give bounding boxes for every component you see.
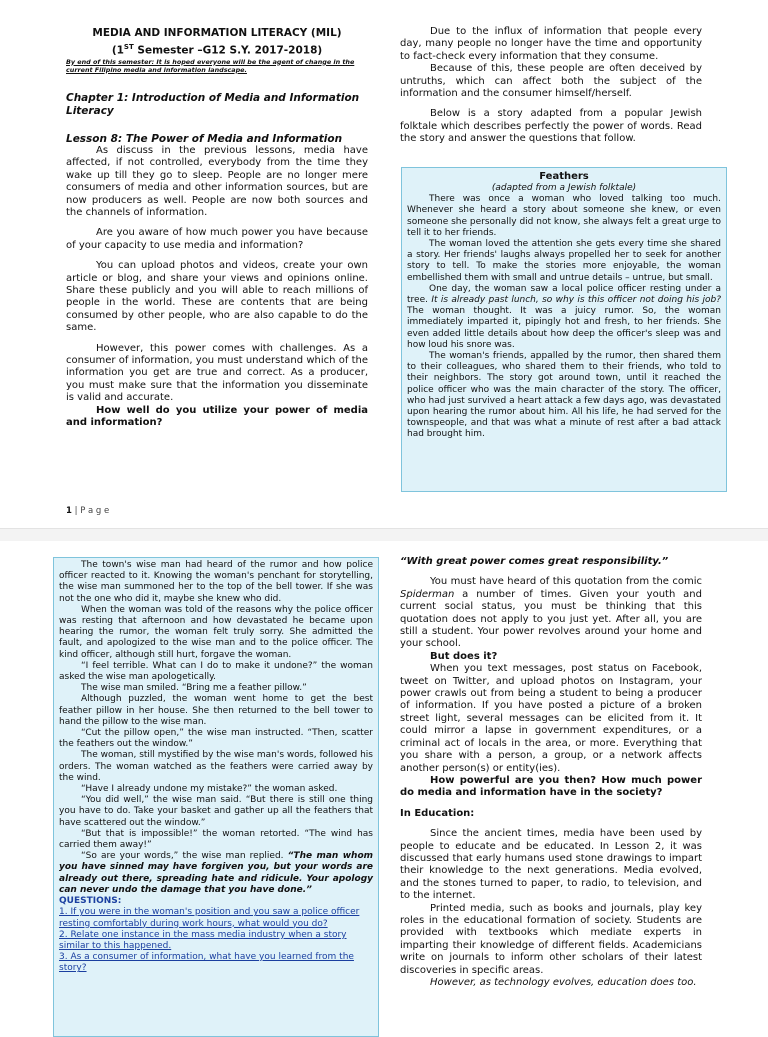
document-goal-note: By end of this semester: It is hoped everyone will be the agent of change in the current Filipino media and information landscape. [66,57,355,74]
story-paragraph: “Cut the pillow open,” the wise man instructed. “Then, scatter the feathers out the window.” [59,728,373,750]
paragraph: Since the ancient times, media have been used by people to educate and be educated. In Lesson 2, it was discussed that early humans used stone drawings to impart their knowledge to the next generations. Media evolved, and the stones turned to paper, to radio, to television, and to the internet. [400,828,702,902]
story-paragraph: The woman, still mystified by the wise man's words, followed his orders. The woman watched as the feathers were carried away by the wind. [59,750,373,783]
page2-right-column [400,556,702,989]
document-semester: (1ST Semester –G12 S.Y. 2017-2018) [111,43,323,57]
paragraph: Due to the influx of information that people every day, many people no longer have the time and opportunity to fact-check every information that they consume. [400,26,702,62]
subheading-question: But does it? [430,650,498,662]
story-paragraph: “I feel terrible. What can I do to make it undone?” the woman asked the wise man apologetically. [59,660,373,683]
paragraph: Are you aware of how much power you have because of your capacity to use media and information? [66,227,368,251]
paragraph: However, as technology evolves, education does too. [430,977,697,988]
story-paragraph: There was once a woman who loved talking too much. Whenever she heard a story about someone she knew, or even someone she personally did not know, she always felt a great urge to tell it to her friends. [407,194,721,238]
story-box [401,167,727,492]
question-item: 3. As a consumer of information, what have you learned from the story? [59,952,354,974]
paragraph: When you text messages, post status on Facebook, tweet on Twitter, and upload photos on Instagram, your power crawls out from being a student to being a producer of information. If you have posted a picture of a broken street light, several messages can be elicited from it. It could mirror a lapse in government expenditures, or a criminal act of locals in the area, or more. Everything that you share with a person, a group, or a network affects another person(s) or entity(ies). [400,663,702,774]
story-paragraph: The wise man smiled. “Bring me a feather pillow.” [81,683,307,694]
story-paragraph: “You did well,” the wise man said. “But there is still one thing you have to do. Take your basket and gather up all the feathers that have scattered out the window.” [59,795,373,828]
story-paragraph: Although puzzled, the woman went home to get the best feather pillow in her house. She then returned to the bell tower to hand the pillow to the wise man. [59,694,373,727]
questions-heading: QUESTIONS: [59,896,122,907]
paragraph: You can upload photos and videos, create your own article or blog, and share your views and opinions online. Share these publicly and you will able to reach millions of people in the world. These are contents that are being consumed by other people, who are also capable to do the same. [66,260,368,334]
story-paragraph: One day, the woman saw a local police officer resting under a tree. It is already past lunch, so why is this officer not doing his job? The woman thought. It was a juicy rumor. So, the woman immediately imparted it, pipingly hot and fresh, to her friends. She even added little details about how deep the officer's sleep was and how loud his snore was. [407,283,721,350]
page1-left-column [66,26,368,429]
page-2 [0,540,768,1024]
reflection-question: How well do you utilize your power of media and information? [66,404,368,429]
document-title: MEDIA AND INFORMATION LITERACY (MIL) [92,27,342,39]
story-paragraph: The woman's friends, appalled by the rumor, then shared them to their colleagues, who shared them to their friends, who told to their neighbors. The story got around town, until it reached the police officer who was the main character of the story. The officer, who had just survived a heart attack a few days ago, was devastated upon hearing the rumor about him. All his life, he had served for the townspeople, and that was what a minute of rest after a bad attack had brought him. [407,351,721,440]
question-item: 2. Relate one instance in the mass media industry when a story similar to this happened. [59,929,347,951]
question-item: 1. If you were in the woman's position and you saw a police officer resting comfortably during work hours, what would you do? [59,907,360,929]
paragraph: Because of this, these people are often deceived by untruths, which can affect both the subject of the information and the consumer himself/herself. [400,63,702,100]
paragraph: However, this power comes with challenges. As a consumer of information, you must understand which of the information you get are true and correct. As a producer, you must make sure that the information you disseminate is valid and accurate. [66,342,368,404]
paragraph: Below is a story adapted from a popular Jewish folktale which describes perfectly the power of words. Read the story and answer the questions that follow. [400,108,702,145]
section-heading-education: In Education: [400,807,475,819]
quote-heading: “With great power comes great responsibility.” [400,556,669,567]
paragraph: You must have heard of this quotation from the comic Spiderman a number of times. Given your youth and current social status, you must be thinking that this quotation does not apply to you just yet. After all, you are still a student. Your power revolves around your home and your school. [400,576,702,650]
story-paragraph: The woman loved the attention she gets every time she shared a story. Her friends' laughs always propelled her to seek for another story to tell. To make the stories more enjoyable, the woman embellished them with small and untrue details – untrue, but small. [407,239,721,283]
page-footer: 1 | P a g e [66,506,110,516]
story-paragraph: “Have I already undone my mistake?” the woman asked. [81,784,338,795]
paragraph: Printed media, such as books and journals, play key roles in the educational formation of society. Students are provided with textbooks which mediate experts in imparting their knowledge of different fields. Academicians write on journals to inform other scholars of their latest discoveries in specific areas. [400,902,702,976]
page1-right-column [400,26,702,146]
story-paragraph: “But that is impossible!” the woman retorted. “The wind has carried them away!” [59,828,373,851]
chapter-heading: Chapter 1: Introduction of Media and Information Literacy [66,91,360,117]
story-paragraph: The town's wise man had heard of the rumor and how police officer reacted to it. Knowing the woman's penchant for storytelling, the wise man summoned her to the top of the bell tower. If she was not the one who did it, maybe she knew who did. [59,560,373,604]
story-title: Feathers [539,171,589,182]
story-subtitle: (adapted from a Jewish folktale) [491,183,637,193]
lesson-heading: Lesson 8: The Power of Media and Information [66,132,343,145]
story-paragraph-moral: “So are your words,” the wise man replied. “The man whom you have sinned may have forgiven you, but your words are already out there, spreading hate and ridicule. Your apology can never undo the damage that you have done.” [59,851,374,895]
story-paragraph: When the woman was told of the reasons why the police officer was resting that afternoon and how devastated he became upon hearing the rumor, the woman felt truly sorry. She admitted the fault, and apologized to the wise man and to the police officer. The kind officer, although still hurt, forgave the woman. [59,604,373,660]
reflection-question: How powerful are you then? How much power do media and information have in the society? [400,774,702,799]
paragraph: As discuss in the previous lessons, media have affected, if not controlled, everybody from the time they wake up till they go to sleep. People are no longer mere consumers of media and other information sources, but are now producers as well. People are now both sources and the channels of information. [66,144,368,218]
story-continuation-box [53,557,379,1037]
